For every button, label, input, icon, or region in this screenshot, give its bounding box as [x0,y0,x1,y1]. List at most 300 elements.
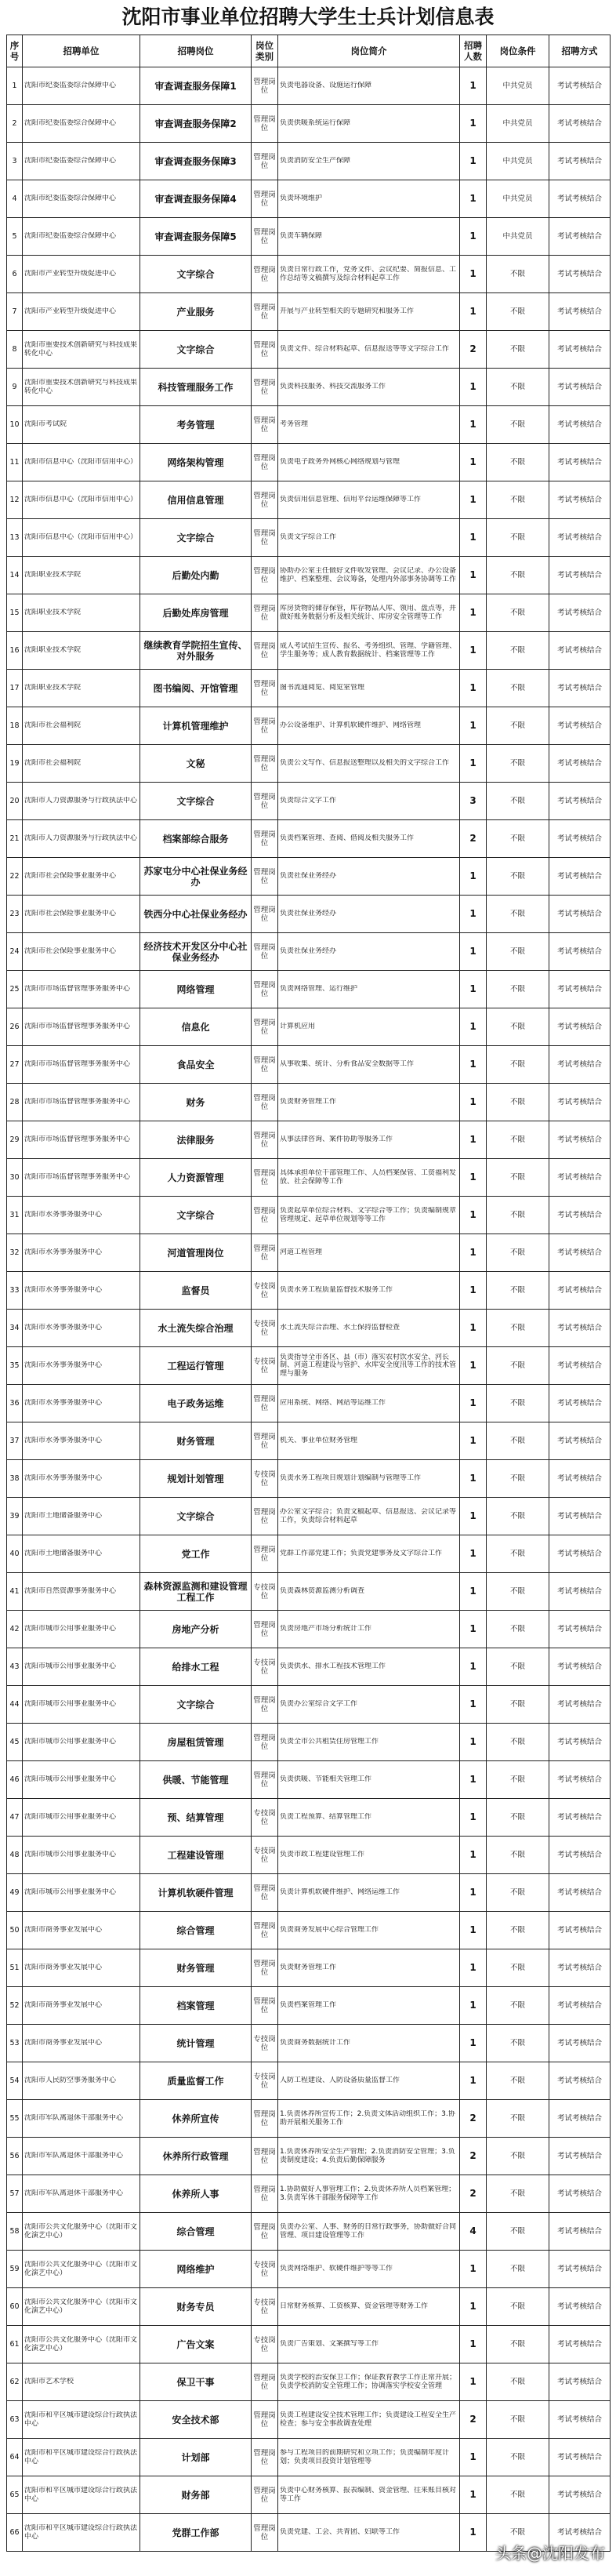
row-count: 1 [460,1535,487,1573]
row-category: 管理岗位 [252,369,278,406]
table-row [7,1310,611,1347]
row-category: 管理岗位 [252,1008,278,1046]
row-category: 管理岗位 [252,820,278,858]
row-intro: 负责消防安全生产保障 [278,143,460,180]
row-method: 考试考核结合 [549,2138,611,2175]
row-condition: 不限 [487,820,549,858]
row-post: 水土流失综合治理 [140,1310,252,1347]
row-category: 管理岗位 [252,143,278,180]
row-unit: 沈阳市城市公用事业服务中心 [23,1761,140,1799]
table-row [7,1272,611,1310]
row-count: 1 [460,1310,487,1347]
row-index: 29 [7,1121,23,1159]
row-count: 1 [460,1949,487,1987]
table-row [7,594,611,632]
row-intro: 负责中心财务核算、报表编制、资金管理、往来账目核对等工作 [278,2476,460,2514]
row-condition: 不限 [487,1686,549,1724]
table-row [7,1761,611,1799]
table-body [7,67,611,2552]
row-count: 1 [460,67,487,105]
row-post: 财务专员 [140,2288,252,2326]
row-condition: 不限 [487,1573,549,1611]
table-row [7,293,611,331]
row-unit: 沈阳市军队离退休干部服务中心 [23,2138,140,2175]
table-row [7,218,611,256]
row-index: 53 [7,2025,23,2062]
row-index: 19 [7,745,23,783]
row-unit: 沈阳市社会福利院 [23,707,140,745]
table-row [7,1686,611,1724]
row-index: 48 [7,1837,23,1874]
row-unit: 沈阳市信息中心（沈阳市信用中心） [23,481,140,519]
row-condition: 不限 [487,707,549,745]
row-intro: 负责供暖系统运行保障 [278,105,460,143]
row-condition: 不限 [487,1121,549,1159]
row-post: 审查调查服务保障4 [140,180,252,218]
row-post: 档案管理 [140,1987,252,2025]
row-unit: 沈阳市水务事务服务中心 [23,1347,140,1385]
row-method: 考试考核结合 [549,2213,611,2251]
row-method: 考试考核结合 [549,858,611,896]
row-method: 考试考核结合 [549,1535,611,1573]
table-row [7,707,611,745]
row-index: 66 [7,2514,23,2552]
row-category: 管理岗位 [252,1724,278,1761]
row-post: 休养所人事 [140,2175,252,2213]
row-post: 产业服务 [140,293,252,331]
row-condition: 不限 [487,2138,549,2175]
row-category: 专技岗位 [252,2326,278,2363]
row-index: 15 [7,594,23,632]
row-index: 59 [7,2251,23,2288]
row-unit: 沈阳市公共文化服务中心（沈阳市文化演艺中心） [23,2251,140,2288]
row-method: 考试考核结合 [549,1460,611,1498]
row-index: 49 [7,1874,23,1912]
row-count: 2 [460,820,487,858]
row-intro: 办公设备维护、计算机软硬件维护、网络管理 [278,707,460,745]
table-row [7,67,611,105]
row-method: 考试考核结合 [549,2363,611,2401]
row-index: 5 [7,218,23,256]
row-index: 10 [7,406,23,444]
table-row [7,557,611,594]
row-post: 工程运行管理 [140,1347,252,1385]
row-intro: 负责指导全市各区、县（市）落实农村饮水安全、河长制、河道工程建设与管护、水库安全度汛等工作的技术管理与服务 [278,1347,460,1385]
row-post: 供暖、节能管理 [140,1761,252,1799]
table-row [7,1460,611,1498]
row-category: 管理岗位 [252,1422,278,1460]
page-title: 沈阳市事业单位招聘大学生士兵计划信息表 [121,5,495,28]
row-index: 41 [7,1573,23,1611]
row-post: 党工作 [140,1535,252,1573]
header-method: 招聘方式 [549,35,611,67]
row-intro: 应用系统、网络、网站等运维工作 [278,1385,460,1422]
row-unit: 沈阳市产业转型升级促进中心 [23,256,140,293]
row-intro: 负责社保业务经办 [278,933,460,971]
row-method: 考试考核结合 [549,1385,611,1422]
row-category: 管理岗位 [252,67,278,105]
row-unit: 沈阳市社会保险事业服务中心 [23,858,140,896]
row-category: 管理岗位 [252,519,278,557]
row-unit: 沈阳市土地储备服务中心 [23,1535,140,1573]
row-post: 财务 [140,1084,252,1121]
row-intro: 参与工程项目的前期研究和立项工作；负责编制年度计划；负责项目投资计划管理等 [278,2439,460,2476]
row-post: 综合管理 [140,1912,252,1949]
row-intro: 负责日常行政工作，党务文件、会议纪要、简报信息、工作总结等文稿撰写及综合材料起草工作 [278,256,460,293]
row-post: 保卫干事 [140,2363,252,2401]
row-method: 考试考核结合 [549,2514,611,2552]
row-intro: 1.负责休养所宣传工作；2.负责文体活动组织工作；3.协助开展相关服务工作 [278,2100,460,2138]
row-count: 1 [460,218,487,256]
table-row [7,2326,611,2363]
row-unit: 沈阳市商务事业发展中心 [23,1949,140,1987]
row-post: 科技管理服务工作 [140,369,252,406]
row-index: 14 [7,557,23,594]
row-intro: 计算机应用 [278,1008,460,1046]
row-unit: 沈阳职业技术学院 [23,557,140,594]
row-unit: 沈阳市商务事业发展中心 [23,1912,140,1949]
row-post: 食品安全 [140,1046,252,1084]
table-row [7,444,611,481]
row-unit: 沈阳市水务事务服务中心 [23,1422,140,1460]
row-unit: 沈阳市水务事务服务中心 [23,1385,140,1422]
row-condition: 不限 [487,406,549,444]
row-unit: 沈阳市考试院 [23,406,140,444]
table-row [7,2062,611,2100]
row-method: 考试考核结合 [549,1310,611,1347]
header-index: 序号 [7,35,23,67]
row-category: 专技岗位 [252,2251,278,2288]
row-category: 管理岗位 [252,1987,278,2025]
row-intro: 负责办公室综合文字工作 [278,1686,460,1724]
row-post: 档案部综合服务 [140,820,252,858]
row-post: 网络架构管理 [140,444,252,481]
row-count: 1 [460,1234,487,1272]
row-category: 专技岗位 [252,1837,278,1874]
row-method: 考试考核结合 [549,1422,611,1460]
row-unit: 沈阳市纪委监委综合保障中心 [23,143,140,180]
row-post: 审查调查服务保障1 [140,67,252,105]
row-method: 考试考核结合 [549,670,611,707]
row-post: 财务部 [140,2476,252,2514]
row-category: 管理岗位 [252,2138,278,2175]
row-count: 1 [460,369,487,406]
table-row [7,406,611,444]
row-unit: 沈阳市军队离退休干部服务中心 [23,2175,140,2213]
row-intro: 负责工程建设安全技术管理工作；负责建设工程安全生产检查；参与安全事故调查处理 [278,2401,460,2439]
row-category: 专技岗位 [252,1573,278,1611]
row-category: 管理岗位 [252,1046,278,1084]
row-unit: 沈阳市人力资源服务与行政执法中心 [23,783,140,820]
row-unit: 沈阳市纪委监委综合保障中心 [23,105,140,143]
header-condition: 岗位条件 [487,35,549,67]
row-count: 1 [460,1121,487,1159]
row-unit: 沈阳市自然资源事务服务中心 [23,1573,140,1611]
row-index: 27 [7,1046,23,1084]
row-condition: 不限 [487,670,549,707]
row-method: 考试考核结合 [549,1046,611,1084]
table-row [7,933,611,971]
row-intro: 负责环境维护 [278,180,460,218]
row-intro: 负责房地产市场分析统计工作 [278,1611,460,1648]
row-category: 管理岗位 [252,2476,278,2514]
row-post: 人力资源管理 [140,1159,252,1197]
row-post: 文秘 [140,745,252,783]
row-unit: 沈阳职业技术学院 [23,632,140,670]
row-index: 3 [7,143,23,180]
row-unit: 沈阳市商务事业发展中心 [23,1987,140,2025]
row-index: 45 [7,1724,23,1761]
row-method: 考试考核结合 [549,783,611,820]
row-index: 46 [7,1761,23,1799]
row-post: 铁西分中心社保业务经办 [140,896,252,933]
row-post: 文字综合 [140,1686,252,1724]
row-category: 管理岗位 [252,180,278,218]
row-post: 安全技术部 [140,2401,252,2439]
row-post: 法律服务 [140,1121,252,1159]
row-count: 1 [460,1272,487,1310]
row-intro: 负责信用信息管理、信用平台运维保障等工作 [278,481,460,519]
row-category: 管理岗位 [252,1234,278,1272]
row-condition: 不限 [487,933,549,971]
row-intro: 日常财务核算、工资核算、资金管理等财务工作 [278,2288,460,2326]
row-count: 1 [460,2288,487,2326]
row-method: 考试考核结合 [549,2326,611,2363]
row-count: 1 [460,745,487,783]
row-unit: 沈阳市信息中心（沈阳市信用中心） [23,519,140,557]
row-category: 管理岗位 [252,331,278,369]
row-index: 44 [7,1686,23,1724]
row-intro: 负责车辆保障 [278,218,460,256]
row-index: 26 [7,1008,23,1046]
row-count: 1 [460,2326,487,2363]
row-intro: 从事法律咨询、案件协助等服务工作 [278,1121,460,1159]
recruitment-table [6,35,611,2552]
row-category: 管理岗位 [252,632,278,670]
row-condition: 中共党员 [487,105,549,143]
row-method: 考试考核结合 [549,1648,611,1686]
table-row [7,256,611,293]
row-condition: 不限 [487,1648,549,1686]
row-count: 1 [460,707,487,745]
row-condition: 不限 [487,1046,549,1084]
row-condition: 不限 [487,1272,549,1310]
row-category: 专技岗位 [252,1272,278,1310]
row-intro: 负责办公室、人事、财务的日常行政事务，协助做好合同管理、项目建设管理等工作 [278,2213,460,2251]
row-intro: 负责商务发展中心综合管理工作 [278,1912,460,1949]
table-row [7,1987,611,2025]
row-count: 2 [460,2100,487,2138]
row-condition: 不限 [487,1347,549,1385]
row-count: 2 [460,2401,487,2439]
row-count: 1 [460,2251,487,2288]
row-category: 管理岗位 [252,594,278,632]
row-condition: 中共党员 [487,143,549,180]
row-category: 专技岗位 [252,1648,278,1686]
table-row [7,481,611,519]
row-category: 管理岗位 [252,707,278,745]
row-count: 1 [460,2476,487,2514]
row-method: 考试考核结合 [549,820,611,858]
row-condition: 不限 [487,481,549,519]
row-unit: 沈阳市城市公用事业服务中心 [23,1686,140,1724]
row-unit: 沈阳市和平区城市建设综合行政执法中心 [23,2476,140,2514]
row-condition: 不限 [487,1949,549,1987]
row-method: 考试考核结合 [549,2100,611,2138]
row-category: 专技岗位 [252,2288,278,2326]
row-unit: 沈阳市人力资源服务与行政执法中心 [23,820,140,858]
table-row [7,1535,611,1573]
row-method: 考试考核结合 [549,293,611,331]
table-row [7,1159,611,1197]
row-unit: 沈阳职业技术学院 [23,670,140,707]
table-row [7,1385,611,1422]
row-unit: 沈阳市商务事业发展中心 [23,2025,140,2062]
row-intro: 1.协助做好人事管理工作；2.负责休养所人员档案管理；3.负责军休干部服务保障等工作 [278,2175,460,2213]
row-category: 管理岗位 [252,2401,278,2439]
row-post: 房地产分析 [140,1611,252,1648]
row-condition: 不限 [487,594,549,632]
row-count: 1 [460,1385,487,1422]
row-category: 专技岗位 [252,1460,278,1498]
row-count: 1 [460,1874,487,1912]
row-condition: 不限 [487,1197,549,1234]
row-condition: 不限 [487,1912,549,1949]
row-method: 考试考核结合 [549,180,611,218]
row-category: 管理岗位 [252,1761,278,1799]
row-unit: 沈阳市重要技术创新研究与科技成果转化中心 [23,369,140,406]
row-method: 考试考核结合 [549,256,611,293]
row-condition: 不限 [487,1761,549,1799]
row-count: 1 [460,2062,487,2100]
row-index: 4 [7,180,23,218]
row-intro: 负责财务管理工作 [278,1949,460,1987]
row-unit: 沈阳市城市公用事业服务中心 [23,1799,140,1837]
row-method: 考试考核结合 [549,1159,611,1197]
row-post: 审查调查服务保障2 [140,105,252,143]
row-unit: 沈阳市公共文化服务中心（沈阳市文化演艺中心） [23,2288,140,2326]
row-index: 9 [7,369,23,406]
row-method: 考试考核结合 [549,1724,611,1761]
row-condition: 不限 [487,1987,549,2025]
row-unit: 沈阳职业技术学院 [23,594,140,632]
row-index: 22 [7,858,23,896]
row-intro: 开展与产业转型相关的专题研究和服务工作 [278,293,460,331]
row-category: 管理岗位 [252,1912,278,1949]
row-condition: 不限 [487,2363,549,2401]
row-index: 18 [7,707,23,745]
row-intro: 负责电器设备、设施运行保障 [278,67,460,105]
row-category: 管理岗位 [252,557,278,594]
row-unit: 沈阳市和平区城市建设综合行政执法中心 [23,2514,140,2552]
row-category: 管理岗位 [252,293,278,331]
row-category: 管理岗位 [252,218,278,256]
row-post: 计算机管理维护 [140,707,252,745]
row-intro: 河道工程管理 [278,1234,460,1272]
row-post: 财务管理 [140,1949,252,1987]
table-row [7,2439,611,2476]
row-index: 52 [7,1987,23,2025]
row-count: 1 [460,1648,487,1686]
row-post: 考务管理 [140,406,252,444]
row-index: 51 [7,1949,23,1987]
row-count: 1 [460,1799,487,1837]
row-index: 39 [7,1498,23,1535]
row-post: 财务管理 [140,1422,252,1460]
row-category: 管理岗位 [252,1686,278,1724]
row-index: 40 [7,1535,23,1573]
row-method: 考试考核结合 [549,971,611,1008]
row-intro: 办公室文字综合；负责文稿起草、信息报送、会议记录等工作，负责综合材料起草 [278,1498,460,1535]
row-method: 考试考核结合 [549,218,611,256]
row-intro: 考务管理 [278,406,460,444]
row-post: 审查调查服务保障5 [140,218,252,256]
row-intro: 具体承担单位干部管理工作、人员档案保管、工资福利发放、社会保障等工作 [278,1159,460,1197]
row-condition: 不限 [487,2401,549,2439]
row-condition: 不限 [487,2476,549,2514]
row-post: 综合管理 [140,2213,252,2251]
row-post: 信息化 [140,1008,252,1046]
row-category: 管理岗位 [252,896,278,933]
row-category: 专技岗位 [252,1347,278,1385]
row-condition: 不限 [487,2100,549,2138]
table-row [7,1422,611,1460]
row-method: 考试考核结合 [549,1874,611,1912]
row-unit: 沈阳市军队离退休干部服务中心 [23,2100,140,2138]
row-condition: 不限 [487,293,549,331]
row-intro: 负责综合文字工作 [278,783,460,820]
row-category: 管理岗位 [252,105,278,143]
row-post: 审查调查服务保障3 [140,143,252,180]
row-intro: 图书流通阅览、阅览室管理 [278,670,460,707]
row-intro: 负责供水、排水工程技术管理工作 [278,1648,460,1686]
row-condition: 不限 [487,1422,549,1460]
row-category: 管理岗位 [252,2100,278,2138]
row-condition: 不限 [487,896,549,933]
row-method: 考试考核结合 [549,1272,611,1310]
row-index: 55 [7,2100,23,2138]
row-condition: 不限 [487,2213,549,2251]
row-method: 考试考核结合 [549,1611,611,1648]
row-category: 管理岗位 [252,2439,278,2476]
row-condition: 不限 [487,2175,549,2213]
row-post: 后勤处库房管理 [140,594,252,632]
row-method: 考试考核结合 [549,67,611,105]
table-row [7,1874,611,1912]
row-intro: 负责森林资源监测分析调查 [278,1573,460,1611]
row-method: 考试考核结合 [549,481,611,519]
row-method: 考试考核结合 [549,2288,611,2326]
row-category: 专技岗位 [252,2025,278,2062]
row-method: 考试考核结合 [549,1084,611,1121]
table-row [7,783,611,820]
row-condition: 不限 [487,256,549,293]
row-method: 考试考核结合 [549,2439,611,2476]
row-intro: 负责电子政务外网核心网络规划与管理 [278,444,460,481]
row-category: 管理岗位 [252,1159,278,1197]
table-row [7,896,611,933]
row-unit: 沈阳市社会保险事业服务中心 [23,933,140,971]
row-method: 考试考核结合 [549,2062,611,2100]
row-intro: 协助办公室主任做好文件收发管理、会议记录、办公设备维护、档案整理、会议筹备，处理内外部事务协调等工作 [278,557,460,594]
row-condition: 不限 [487,2025,549,2062]
row-intro: 负责文件、综合材料起草、信息报送等等文字综合工作 [278,331,460,369]
row-method: 考试考核结合 [549,1949,611,1987]
row-index: 20 [7,783,23,820]
row-count: 1 [460,1498,487,1535]
row-post: 继续教育学院招生宣传、对外服务 [140,632,252,670]
row-unit: 沈阳市水务事务服务中心 [23,1272,140,1310]
